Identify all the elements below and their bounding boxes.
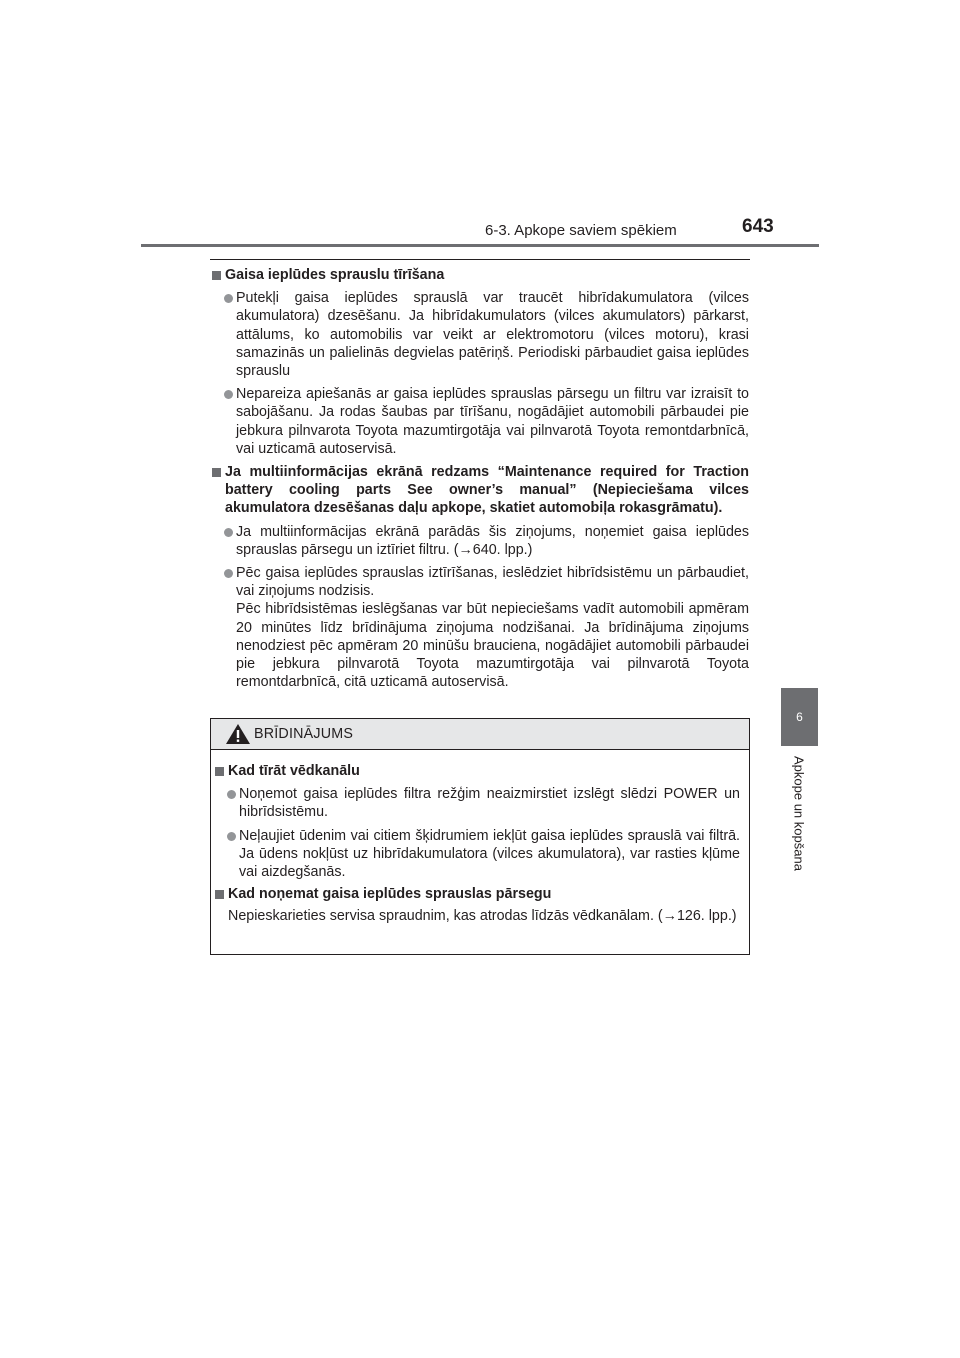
content-divider xyxy=(210,259,750,260)
warning-box xyxy=(210,718,750,955)
list-item xyxy=(212,289,749,380)
warning-heading-text: Kad noņemat gaisa ieplūdes sprauslas pārsegu xyxy=(228,886,552,903)
section-heading xyxy=(212,463,749,518)
warning-item-text: Noņemot gaisa ieplūdes filtra režģim neaizmirstiet izslēgt slēdzi POWER un hibrīdsistēmu. xyxy=(239,786,740,821)
section-heading xyxy=(212,266,749,284)
page-number: 643 xyxy=(742,216,774,237)
bullet-dot-icon xyxy=(224,569,233,578)
bullet-dot-icon xyxy=(224,528,233,537)
bullet-dot-icon xyxy=(227,790,236,799)
warning-item-text: Neļaujiet ūdenim vai citiem šķidrumiem iekļūt gaisa ieplūdes sprauslā vai filtrā. Ja ūdens nokļūst uz hibrīdakumulatora (vilces akumulatora), var rasties kļūme vai aizdegšanās. xyxy=(239,827,740,881)
warning-list-item xyxy=(215,827,740,882)
list-item xyxy=(212,523,749,559)
list-item-text: Ja multiinformācijas ekrānā parādās šis ziņojums, noņemiet gaisa ieplūdes sprauslas pārsegu un iztīriet filtru. (→640. lpp.) xyxy=(236,523,749,558)
list-item xyxy=(212,564,749,691)
bullet-dot-icon xyxy=(224,390,233,399)
bullet-dot-icon xyxy=(224,294,233,303)
warning-body xyxy=(211,750,749,926)
bullet-dot-icon xyxy=(227,832,236,841)
chapter-label: Apkope un kopšana xyxy=(791,756,807,871)
warning-triangle-icon xyxy=(225,723,251,745)
main-content xyxy=(212,266,749,691)
section-heading-text: Gaisa ieplūdes sprauslu tīrīšana xyxy=(225,267,445,283)
list-item-text: Nepareiza apiešanās ar gaisa ieplūdes sprauslas pārsegu un filtru var izraisīt to sabojāšanu. Ja rodas šaubas par tīrīšanu, nogādājiet automobili pārbaudei pie jebkura pilnvarota Toyota mazumtirgotāja vai pilnvarotā Toyota remontdarbnīcā, vai uzticamā autoservisā. xyxy=(236,386,749,457)
square-bullet-icon xyxy=(215,890,224,899)
chapter-number: 6 xyxy=(796,710,803,724)
list-item xyxy=(212,385,749,458)
warning-paragraph: Nepieskarieties servisa spraudnim, kas atrodas līdzās vēdkanālam. (→126. lpp.) xyxy=(228,908,737,925)
warning-title: BRĪDINĀJUMS xyxy=(254,726,354,742)
square-bullet-icon xyxy=(215,767,224,776)
square-bullet-icon xyxy=(212,271,221,280)
list-item-text: Putekļi gaisa ieplūdes sprauslā var traucēt hibrīdakumulatora (vilces akumulatora) dzesēšanu. Ja hibrīdakumulators (vilces akumulators) pārkarst, attālums, ko automobilis var veikt ar elektromotoru (vilces motoru), krasi samazinās un palielinās degvielas patēriņš. Periodiski pārbaudiet gaisa ieplūdes sprauslu xyxy=(236,290,749,380)
square-bullet-icon xyxy=(212,468,221,477)
chapter-tab xyxy=(781,688,818,746)
warning-heading-text: Kad tīrāt vēdkanālu xyxy=(228,763,360,779)
section-heading-text: Ja multiinformācijas ekrānā redzams “Maintenance required for Traction battery cooling parts See owner’s manual” (Nepieciešama vilces akumulatora dzesēšanas daļu apkope, skatiet automobiļa rokasgrāmatu). xyxy=(225,464,749,517)
list-item-text: Pēc gaisa ieplūdes sprauslas iztīrīšanas, ieslēdziet hibrīdsistēmu un pārbaudiet, vai ziņojums nodzisis. xyxy=(236,565,749,600)
list-item-text-continued: Pēc hibrīdsistēmas ieslēgšanas var būt nepieciešams vadīt automobili apmēram 20 minūtes līdz brīdinājuma ziņojuma nodzišanai. Ja brīdinājuma ziņojums nenodziest pēc apmēram 20 minūšu brauciena, nogādājiet automobili pārbaudei pie jebkura pilnvarotā Toyota mazumtirgotāja vai pilnvarotā Toyota remontdarbnīcā, citā uzticamā autoservisā. xyxy=(236,601,749,691)
warning-section-heading xyxy=(215,762,740,780)
warning-list-item xyxy=(215,785,740,821)
header-section-title: 6-3. Apkope saviem spēkiem xyxy=(485,222,677,239)
header-divider xyxy=(141,244,819,247)
warning-section-heading xyxy=(215,885,740,903)
warning-header xyxy=(211,719,749,750)
